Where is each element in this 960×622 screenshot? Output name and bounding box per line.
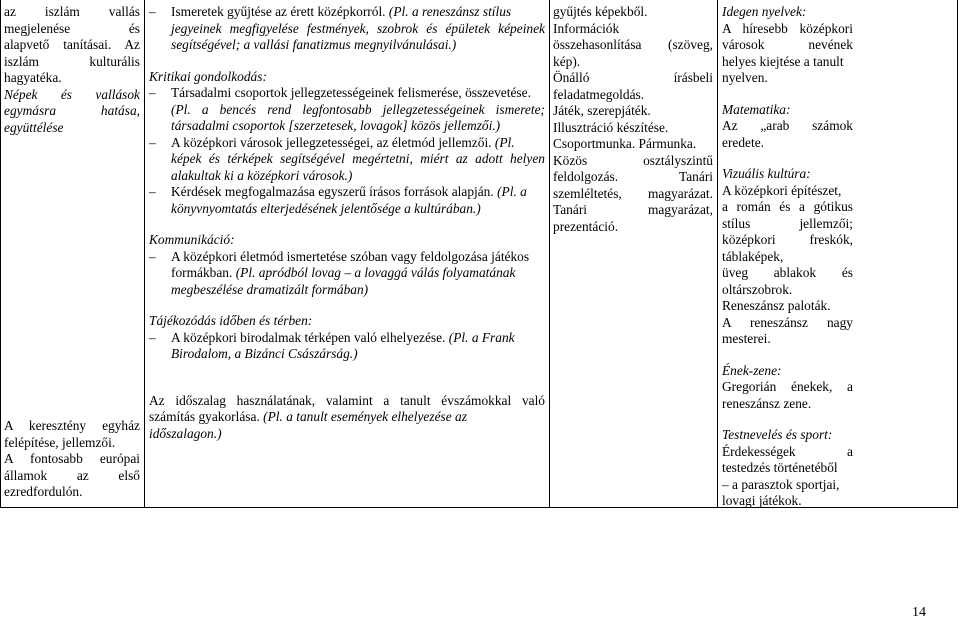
connection-line: középkori freskók,: [722, 232, 853, 247]
topic-line: alapvető tanításai. Az: [4, 37, 140, 52]
bullet-item-continuation: Birodalom, a Bizánci Császárság.): [171, 346, 358, 361]
section-heading: Kritikai gondolkodás:: [149, 68, 267, 84]
method-line: feladatmegoldás.: [553, 86, 645, 102]
topic-line: hagyatéka.: [4, 70, 62, 85]
subject-heading: Idegen nyelvek:: [722, 4, 807, 19]
method-line: Önálló írásbeli: [553, 70, 713, 85]
topic-line-italic: Népek és vallások: [4, 86, 140, 102]
table-border-left: [0, 0, 1, 508]
bullet-item: – A középkori birodalmak térképen való elhelyezése. (Pl. a Frank: [149, 329, 515, 345]
connection-line: üveg ablakok és: [722, 265, 853, 280]
connection-line: nyelven.: [722, 70, 768, 85]
topic-line: ezredfordulón.: [4, 484, 83, 499]
topic-line-italic: egymásra hatása,: [4, 103, 140, 118]
topic-line: iszlám kulturális: [4, 53, 140, 69]
connection-line: mesterei.: [722, 331, 771, 346]
bullet-item: – A középkori városok jellegzetességei, az életmód jellemzői. (Pl.: [149, 134, 515, 150]
connections-column: [722, 4, 853, 510]
connection-line: városok nevének: [722, 37, 853, 52]
topic-line: A fontosabb európai: [4, 451, 140, 466]
bullet-item-continuation: megbeszélése dramatizált formában): [171, 281, 369, 297]
connection-line: A középkori építészet,: [722, 182, 842, 198]
connection-line: Gregorián énekek, a: [722, 379, 853, 394]
connection-line: lovagi játékok.: [722, 493, 802, 508]
method-line: Közös osztályszintű: [553, 152, 713, 168]
connection-line: Az „arab számok: [722, 118, 853, 133]
method-line: Tanári magyarázat,: [553, 202, 713, 217]
methods-column: [553, 4, 713, 235]
method-line: Illusztráció készítése.: [553, 119, 669, 135]
paragraph-line: időszalagon.): [149, 425, 222, 441]
connection-line: – a parasztok sportjai,: [722, 476, 840, 492]
column-divider-3: [717, 0, 718, 508]
method-line: gyűjtés képekből.: [553, 4, 648, 19]
method-line: prezentáció.: [553, 218, 619, 234]
connection-line: reneszánsz zene.: [722, 395, 812, 411]
topics-column-bottom: [4, 418, 140, 501]
bullet-item-continuation: formákban. (Pl. apródból lovag – a lovaggá válás folyamatának: [171, 265, 516, 280]
method-line: szemléltetés, magyarázat.: [553, 185, 713, 201]
connection-line: A reneszánsz nagy: [722, 314, 853, 330]
bullet-item-continuation: társadalmi csoportok [szerzetesek, lovagok] közös jellemzői.): [171, 118, 501, 133]
method-line: Információk: [553, 20, 620, 36]
connection-line: A híresebb középkori: [722, 20, 853, 36]
method-line: kép).: [553, 53, 581, 69]
subject-heading: Testnevelés és sport:: [722, 427, 833, 442]
connection-line: Reneszánsz paloták.: [722, 298, 831, 313]
bullet-item: – A középkori életmód ismertetése szóban vagy feldolgozása játékos: [149, 248, 530, 264]
subject-heading: Ének-zene:: [722, 362, 782, 378]
connection-line: stílus jellemzői;: [722, 215, 853, 231]
bullet-item-continuation: könyvnyomtatás elterjedésének jelentősége a kultúrában.): [171, 200, 481, 216]
bullet-item-continuation: alakultak ki a középkori városok.): [171, 167, 353, 183]
connection-line: a román és a gótikus: [722, 199, 853, 214]
connection-line: oltárszobrok.: [722, 281, 793, 297]
method-line: Játék, szerepjáték.: [553, 103, 651, 118]
topic-line: felépítése, jellemzői.: [4, 434, 116, 450]
section-heading: Tájékozódás időben és térben:: [149, 313, 313, 328]
connection-line: Érdekességek a: [722, 443, 853, 459]
table-border-right: [957, 0, 958, 508]
subject-heading: Matematika:: [722, 101, 791, 117]
column-divider-2: [549, 0, 550, 508]
connection-line: táblaképek,: [722, 248, 784, 264]
bullet-item-continuation: jegyeinek megfigyelése festmények, szobrok és épületek képeinek: [171, 20, 545, 36]
topics-column: [4, 4, 140, 136]
bullet-item: – Társadalmi csoportok jellegzetességeinek felismerése, összevetése.: [149, 85, 531, 100]
bullet-item: – Kérdések megfogalmazása egyszerű írásos források alapján. (Pl. a: [149, 184, 527, 199]
connection-line: eredete.: [722, 134, 764, 150]
topic-line: az iszlám vallás: [4, 4, 140, 19]
page-number: 14: [912, 605, 926, 620]
method-line: feldolgozás. Tanári: [553, 169, 713, 184]
method-line: Csoportmunka. Pármunka.: [553, 136, 697, 151]
bullet-item-continuation: képek és térképek segítségével megértetni, miért az adott helyen: [171, 151, 545, 166]
topic-line-italic: együttélése: [4, 119, 64, 135]
paragraph-line: Az időszalag használatának, valamint a tanult évszámokkal való: [149, 392, 545, 408]
topic-line: államok az első: [4, 467, 140, 483]
connection-line: testedzés történetéből: [722, 460, 838, 475]
section-heading: Kommunikáció:: [149, 232, 235, 247]
bullet-item: – Ismeretek gyűjtése az érett középkorról. (Pl. a reneszánsz stílus: [149, 4, 512, 19]
topic-line: megjelenése és: [4, 20, 140, 36]
connection-line: helyes kiejtése a tanult: [722, 53, 844, 69]
column-divider-1: [144, 0, 145, 508]
development-column: [149, 4, 545, 442]
bullet-item-continuation: segítségével; a vallási fanatizmus megnyilvánulásai.): [171, 37, 457, 52]
bullet-item-continuation: (Pl. a bencés rend legfontosabb jellegzetességeinek ismerete;: [171, 101, 545, 117]
topic-line: A keresztény egyház: [4, 418, 140, 433]
subject-heading: Vizuális kultúra:: [722, 166, 811, 181]
paragraph-line: számítás gyakorlása. (Pl. a tanult események elhelyezése az: [149, 409, 467, 424]
method-line: összehasonlítása (szöveg,: [553, 37, 713, 52]
